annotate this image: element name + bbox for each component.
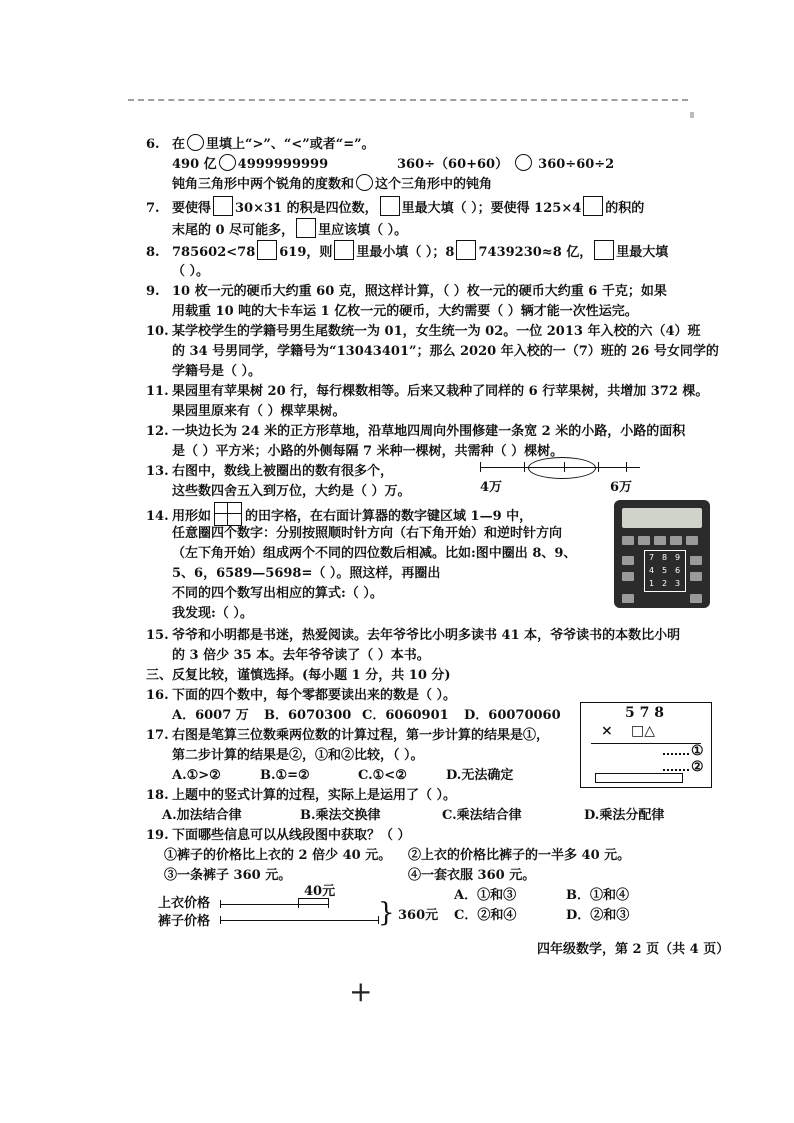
option-d[interactable]: D.乘法分配律 xyxy=(584,808,665,823)
answer-box[interactable] xyxy=(583,196,603,216)
option-a[interactable]: A．①和③ xyxy=(454,888,517,903)
option-a[interactable]: A.①>② xyxy=(172,768,221,783)
answer-box[interactable] xyxy=(257,240,277,260)
shirt-segment xyxy=(220,904,328,905)
question-6-line-1: 490 亿 4999999999 360÷（60+60） 360÷60÷2 xyxy=(172,154,752,175)
option-c[interactable]: C．②和④ xyxy=(454,908,517,923)
question-18: 18. 上题中的竖式计算的过程，实际上是运用了（ ）。 xyxy=(146,788,457,803)
question-16: 16. 下面的四个数中，每个零都要读出来的数是（ ）。 xyxy=(146,688,457,703)
option-d[interactable]: D．60070060 xyxy=(464,708,561,723)
question-7-line-2: 末尾的 0 尽可能多， 里应该填（ ）。 xyxy=(172,218,752,241)
question-13: 13. 右图中，数线上被圈出的数有很多个， xyxy=(146,464,394,479)
option-c[interactable]: C.乘法结合律 xyxy=(442,808,522,823)
option-b[interactable]: B．①和④ xyxy=(566,888,629,903)
question-6-line-2: 钝角三角形中两个锐角的度数和 这个三角形中的钝角 xyxy=(172,174,752,195)
answer-box[interactable] xyxy=(213,196,233,216)
number-line xyxy=(476,454,646,494)
option-c[interactable]: C．6060901 xyxy=(362,708,449,723)
option-b[interactable]: B．6070300 xyxy=(264,708,352,723)
label-6wan: 6万 xyxy=(610,480,633,495)
question-6: 6. 在 里填上“>”、“<”或者“=”。 xyxy=(146,134,726,155)
question-8-line-2: （ ）。 xyxy=(172,264,210,279)
number-line-tick xyxy=(626,462,627,472)
question-19: 19. 下面哪些信息可以从线段图中获取？（ ） xyxy=(146,828,411,843)
question-17: 17. 右图是笔算三位数乘两位数的计算过程，第一步计算的结果是①， xyxy=(146,728,550,743)
page-footer: 四年级数学，第 2 页（共 4 页） xyxy=(537,942,730,957)
label-4wan: 4万 xyxy=(480,480,503,495)
answer-box[interactable] xyxy=(380,196,400,216)
question-11: 11. 果园里有苹果树 20 行，每行棵数相等。后来又栽种了同样的 6 行苹果树，共增加 372 棵。 xyxy=(146,384,709,399)
exam-page: 6. 在 里填上“>”、“<”或者“=”。 490 亿 4999999999 360÷（60+60） 360÷60÷2 钝角三角形中两个锐角的度数和 这个三角形中的钝角 7. 要使得 30×31 的积是四位数， 里最大填（ ）；要使得 125×4 的积的 末尾的 0 尽可能多， 里应该填（ ）。 8. 785602<78 619，则 里最小填（ ）；8 7439230≈8 亿， 里最大填 （ ）。 9. 10 枚一元的硬币大约重 60 克，照这样计算，（ ）枚一元的硬币大约重 6 千克；如果 用载重 10 吨的大卡车运 1 亿枚一元的硬币，大约需要（ ）辆才能一次性运完。 10. 某学校学生的学籍号男生尾数统一为 01，女生统一为 02。一位 2013 年入校的六（4）班 的 34 号男同学，学籍号为“13043401”；那么 2020 年入校的一（7）班的 26 号女同学的 学籍号是（ ）。 11. 果园里有苹果树 20 行，每行棵数相等。后来又栽种了同样的 6 行苹果树，共增加 372 棵。 果园里原来有（ ）棵苹果树。 12. 一块边长为 24 米的正方形草地，沿草地四周向外围修建一条宽 2 米的小路，小路的面积 是（ ）平方米；小路的外侧每隔 7 米种一棵树，共需种（ ）棵树。 13. 右图中，数线上被圈出的数有很多个， 这些数四舍五入到万位，大约是（ ）万。 4万 6万 14. 用形如 的田字格，在右面计算器的数字键区域 1—9 中， 任意圈四个数字：分别按照顺时针方向（右下角开始）和逆时针方向 （左下角开始）组成两个不同的四位数后相减。比如:图中圈出 8、9、 5、6，6589—5698=（ ）。照这样，再圈出 不同的四个数写出相应的算式:（ ）。 我发现:（ ）。 7 8 9 4 5 6 1 2 3 15. 爷爷和小明都是书迷，热爱阅读。去年爷爷比小明多读书 41 本，爷爷读书的本数比小明 的 3 倍少 35 本。去年爷爷读了（ ）本书。 三、反复比较，谨慎选择。(每小题 1 分，共 10 分) 16. 下面的四个数中，每个零都要读出来的数是（ ）。 A．6007 万 B．6070300 C．6060901 D．60070060 17. 右图是笔算三位数乘两位数的计算过程，第一步计算的结果是①， 第二步计算的结果是②，①和②比较，（ ）。 A.①>② B.①=② C.①<② D.无法确定 5 7 8 × □△ ① ② 18. 上题中的竖式计算的过程，实际上是运用了（ ）。 A.加法结合律 B.乘法交换律 C.乘法结合律 D.乘法分配律 19. 下面哪些信息可以从线段图中获取？（ ） ①裤子的价格比上衣的 2 倍少 40 元。 ②上衣的价格比裤子的一半多 40 元。 ③一条裤子 360 元。 ④一套衣服 360 元。 A．①和③ B．①和④ C．②和④ D．②和③ 上衣价格 裤子价格 40元 } 360元 四年级数学，第 2 页（共 4 页） + xyxy=(0,0,794,1123)
option-b[interactable]: B.乘法交换律 xyxy=(300,808,381,823)
option-a[interactable]: A.加法结合律 xyxy=(162,808,242,823)
header-divider xyxy=(128,99,688,103)
question-8: 8. 785602<78 619，则 里最小填（ ）；8 7439230≈8 亿， 里最大填 xyxy=(146,240,726,263)
question-12: 12. 一块边长为 24 米的正方形草地，沿草地四周向外围修建一条宽 2 米的小路，小路的面积 xyxy=(146,424,686,439)
number-line-tick xyxy=(524,462,525,472)
question-15: 15. 爷爷和小明都是书迷，热爱阅读。去年爷爷比小明多读书 41 本，爷爷读书的本数比小明 xyxy=(146,628,681,643)
answer-box[interactable] xyxy=(456,240,476,260)
option-d[interactable]: D．②和③ xyxy=(566,908,630,923)
answer-circle[interactable] xyxy=(219,154,236,171)
option-d[interactable]: D.无法确定 xyxy=(446,768,514,783)
calculator-keypad-grid: 7 8 9 4 5 6 1 2 3 xyxy=(644,550,686,592)
question-14: 14. 用形如 的田字格，在右面计算器的数字键区域 1—9 中， xyxy=(146,502,726,527)
number-line-tick xyxy=(598,462,599,472)
question-9: 9. 10 枚一元的硬币大约重 60 克，照这样计算，（ ）枚一元的硬币大约重 6 千克；如果 xyxy=(146,284,667,299)
answer-box[interactable] xyxy=(296,218,316,238)
answer-circle[interactable] xyxy=(515,154,532,171)
question-7: 7. 要使得 30×31 的积是四位数， 里最大填（ ）；要使得 125×4 的积的 xyxy=(146,196,726,219)
answer-circle[interactable] xyxy=(356,174,373,191)
calculator-image xyxy=(614,500,710,608)
answer-box[interactable] xyxy=(594,240,614,260)
answer-box[interactable] xyxy=(334,240,354,260)
question-10: 10. 某学校学生的学籍号男生尾数统一为 01，女生统一为 02。一位 2013 年入校的六（4）班 xyxy=(146,324,701,339)
crosshair-mark: + xyxy=(349,975,373,1008)
pants-segment xyxy=(220,920,378,921)
option-a[interactable]: A．6007 万 xyxy=(172,708,249,723)
tianzi-grid-icon xyxy=(214,502,242,526)
option-c[interactable]: C.①<② xyxy=(358,768,407,783)
calculator-screen xyxy=(622,508,702,528)
segment-diagram: 上衣价格 裤子价格 40元 } 360元 xyxy=(158,884,439,929)
number-line-tick xyxy=(480,462,481,472)
vertical-multiplication-figure: 5 7 8 × □△ ① ② xyxy=(580,702,712,788)
circled-range xyxy=(528,457,596,479)
total-brace: } xyxy=(378,898,395,928)
answer-circle[interactable] xyxy=(187,134,204,151)
section-3-title: 三、反复比较，谨慎选择。(每小题 1 分，共 10 分) xyxy=(146,668,451,683)
option-b[interactable]: B.①=② xyxy=(260,768,310,783)
